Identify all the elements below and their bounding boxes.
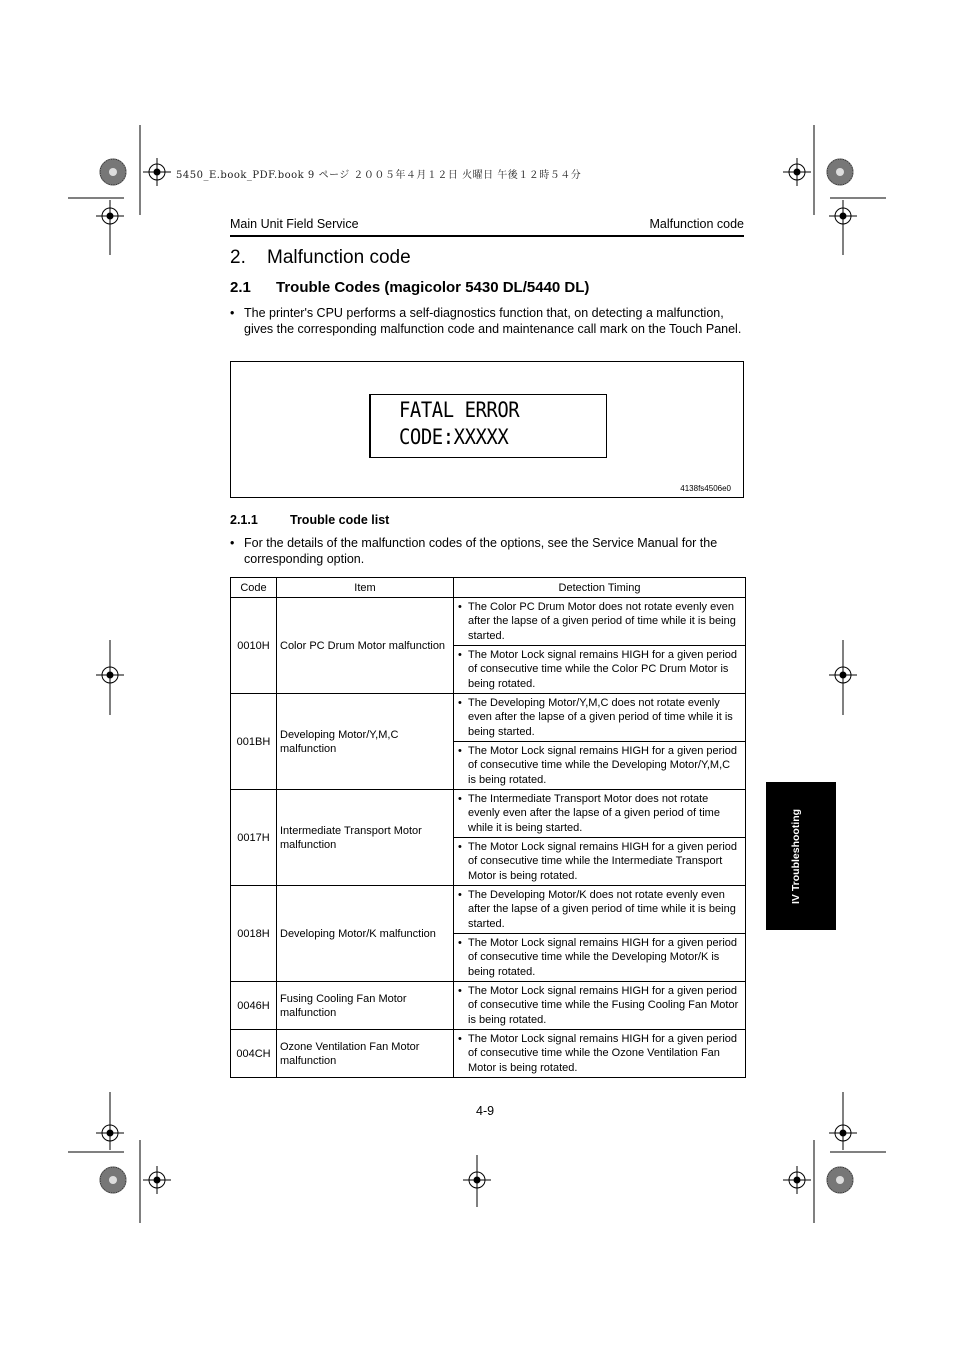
list-bullet-text: For the details of the malfunction codes of the options, see the Service Manual for the corresponding option. (244, 536, 718, 566)
table-row (231, 1030, 746, 1078)
timing-cell (454, 982, 746, 1030)
figure-id: 4138fs4506e0 (680, 484, 731, 493)
item-cell: Color PC Drum Motor malfunction (277, 598, 454, 694)
running-header-right: Malfunction code (649, 217, 744, 231)
timing-text: • The Developing Motor/Y,M,C does not rotate evenly even after the lapse of a given period of time while it is being started. (458, 696, 741, 740)
timing-text: • The Intermediate Transport Motor does not rotate evenly even after the lapse of a given period of time while it is being started. (458, 792, 741, 836)
timing-cell (454, 646, 746, 694)
header-code: Code (231, 578, 277, 598)
page-number: 4-9 (476, 1104, 495, 1118)
list-bullet (230, 535, 742, 567)
lcd-line-2: CODE:XXXXX (399, 425, 509, 449)
item-cell: Ozone Ventilation Fan Motor malfunction (277, 1030, 454, 1078)
running-header (230, 217, 744, 237)
timing-text: • The Motor Lock signal remains HIGH for a given period of consecutive time while the Developing Motor/Y,M,C is being rotated. (458, 744, 741, 788)
section-heading (230, 247, 411, 269)
item-cell: Fusing Cooling Fan Motor malfunction (277, 982, 454, 1030)
lcd-panel (369, 394, 607, 458)
subsection-heading (230, 279, 589, 296)
subsubsection-number: 2.1.1 (230, 513, 258, 527)
subsection-title: Trouble Codes (magicolor 5430 DL/5440 DL) (276, 279, 590, 296)
code-cell: 0018H (231, 886, 277, 982)
print-slug: 5450_E.book_PDF.book 9 ページ ２００５年４月１２日 火曜日 午後１２時５４分 (176, 170, 582, 181)
bullet-dot: • (230, 306, 235, 320)
table-row (231, 886, 746, 934)
item-cell: Developing Motor/K malfunction (277, 886, 454, 982)
table-header-row (231, 578, 746, 598)
trouble-code-table (230, 577, 746, 1078)
timing-cell (454, 1030, 746, 1078)
section-number: 2. (230, 247, 246, 268)
timing-cell (454, 934, 746, 982)
timing-text: • The Motor Lock signal remains HIGH for a given period of consecutive time while the Ozone Ventilation Fan Motor is being rotated. (458, 1032, 741, 1076)
side-tab-label: IV Troubleshooting (790, 808, 802, 904)
header-timing: Detection Timing (454, 578, 746, 598)
bullet-dot: • (230, 536, 235, 550)
intro-bullet-text: The printer's CPU performs a self-diagnostics function that, on detecting a malfunction, gives the corresponding malfunction code and maintenance call mark on the Touch Panel. (244, 306, 742, 336)
header-item: Item (277, 578, 454, 598)
intro-bullet (230, 305, 742, 337)
code-cell: 004CH (231, 1030, 277, 1078)
timing-text: • The Motor Lock signal remains HIGH for a given period of consecutive time while the Fusing Cooling Fan Motor is being rotated. (458, 984, 741, 1028)
code-cell: 0010H (231, 598, 277, 694)
table-row (231, 982, 746, 1030)
timing-text: • The Developing Motor/K does not rotate evenly even after the lapse of a given period of time while it is being started. (458, 888, 741, 932)
error-display-figure (230, 361, 744, 498)
chapter-side-tab (766, 782, 836, 930)
running-header-left: Main Unit Field Service (230, 217, 359, 231)
timing-cell (454, 886, 746, 934)
item-cell: Intermediate Transport Motor malfunction (277, 790, 454, 886)
timing-cell (454, 694, 746, 742)
timing-cell (454, 790, 746, 838)
timing-text: • The Motor Lock signal remains HIGH for a given period of consecutive time while the Developing Motor/K is being rotated. (458, 936, 741, 980)
item-cell: Developing Motor/Y,M,C malfunction (277, 694, 454, 790)
code-cell: 0017H (231, 790, 277, 886)
timing-cell (454, 838, 746, 886)
code-cell: 001BH (231, 694, 277, 790)
timing-text: • The Color PC Drum Motor does not rotate evenly even after the lapse of a given period of time while it is being started. (458, 600, 741, 644)
timing-text: • The Motor Lock signal remains HIGH for a given period of consecutive time while the Color PC Drum Motor is being rotated. (458, 648, 741, 692)
code-cell: 0046H (231, 982, 277, 1030)
subsection-number: 2.1 (230, 279, 251, 296)
timing-text: • The Motor Lock signal remains HIGH for a given period of consecutive time while the Intermediate Transport Motor is being rotated. (458, 840, 741, 884)
section-title: Malfunction code (267, 247, 411, 268)
lcd-line-1: FATAL ERROR (399, 398, 520, 422)
timing-cell (454, 598, 746, 646)
table-row (231, 598, 746, 646)
subsubsection-heading (230, 513, 389, 527)
timing-cell (454, 742, 746, 790)
subsubsection-title: Trouble code list (290, 513, 390, 527)
table-row (231, 694, 746, 742)
table-row (231, 790, 746, 838)
